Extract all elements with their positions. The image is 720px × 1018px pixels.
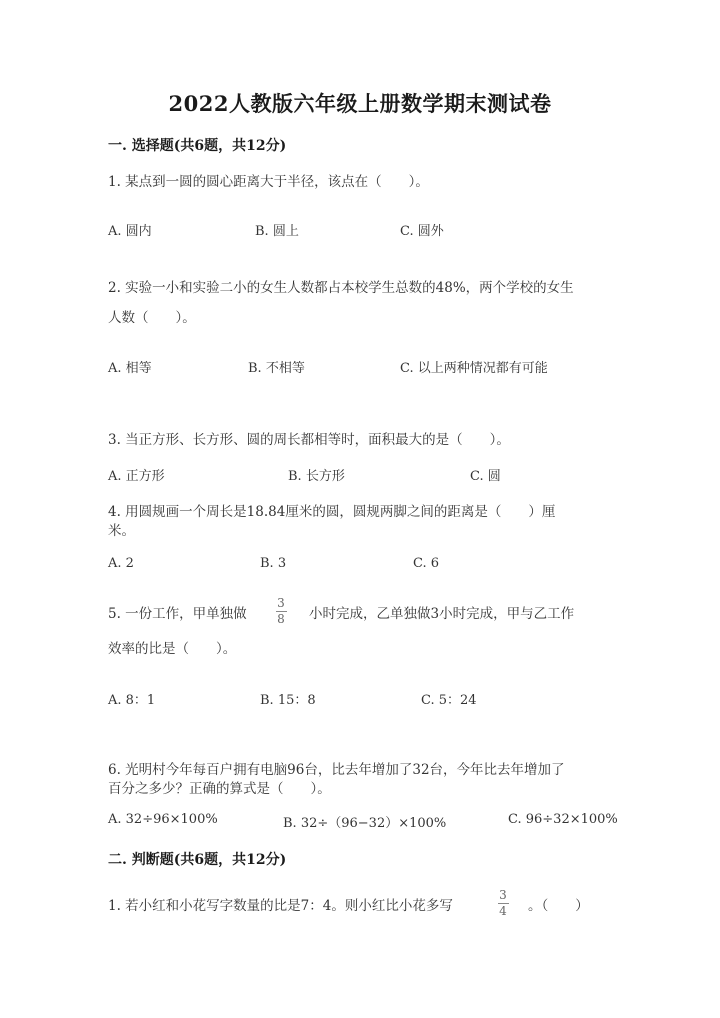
question-4-option-b: B. 3 [260,556,287,571]
question-4-option-a: A. 2 [108,556,134,571]
question-1-text: 1. 某点到一圆的圆心距离大于半径，该点在（ ）。 [108,174,429,190]
question-5-line-2: 效率的比是（ ）。 [108,641,237,657]
question-1-option-c: C. 圆外 [400,224,444,239]
question-6-line-1: 6. 光明村今年每百户拥有电脑96台，比去年增加了32台，今年比去年增加了 [108,762,565,778]
fraction-numerator: 3 [499,888,507,902]
question-2-option-a: A. 相等 [108,361,152,376]
question-4-option-c: C. 6 [413,556,440,571]
question-3-text: 3. 当正方形、长方形、圆的周长都相等时，面积最大的是（ ）。 [108,432,510,448]
question-6-option-c: C. 96÷32×100% [508,812,618,827]
fraction-numerator: 3 [277,596,285,610]
section-heading-judgment: 二. 判断题(共6题，共12分) [108,852,287,868]
section-heading-choice: 一. 选择题(共6题，共12分) [108,138,287,154]
question-6-option-a: A. 32÷96×100% [108,812,218,827]
question-5-part-1: 5. 一份工作，甲单独做 [108,606,247,622]
fraction-denominator: 8 [277,612,285,626]
question-5-option-c: C. 5：24 [421,693,477,708]
question-1-option-b: B. 圆上 [255,224,299,239]
question-4-line-2: 米。 [108,523,135,539]
question-2-option-c: C. 以上两种情况都有可能 [400,361,548,376]
question-5-fraction [273,597,289,626]
question-2-line-1: 2. 实验一小和实验二小的女生人数都占本校学生总数的48%，两个学校的女生 [108,280,574,296]
page-title: 2022人教版六年级上册数学期末测试卷 [168,91,552,116]
question-1-option-a: A. 圆内 [108,224,152,239]
question-3-option-b: B. 长方形 [288,469,345,484]
question-4-line-1: 4. 用圆规画一个周长是18.84厘米的圆，圆规两脚之间的距离是（ ）厘 [108,504,556,520]
question-6-line-2: 百分之多少？正确的算式是（ ）。 [108,781,331,797]
question-3-option-c: C. 圆 [470,469,501,484]
question-6-option-b: B. 32÷（96−32）×100% [283,816,447,831]
question-2-line-2: 人数（ ）。 [108,310,196,326]
judgment-1-part-2: 。（ ） [528,898,589,914]
question-3-option-a: A. 正方形 [108,469,165,484]
question-5-option-b: B. 15：8 [260,693,316,708]
judgment-1-fraction [495,889,511,918]
judgment-1-part-1: 1. 若小红和小花写字数量的比是7：4。则小红比小花多写 [108,898,453,914]
question-2-option-b: B. 不相等 [248,361,305,376]
question-5-part-2: 小时完成，乙单独做3小时完成，甲与乙工作 [309,606,575,622]
question-5-option-a: A. 8：1 [108,693,156,708]
fraction-denominator: 4 [499,904,507,918]
